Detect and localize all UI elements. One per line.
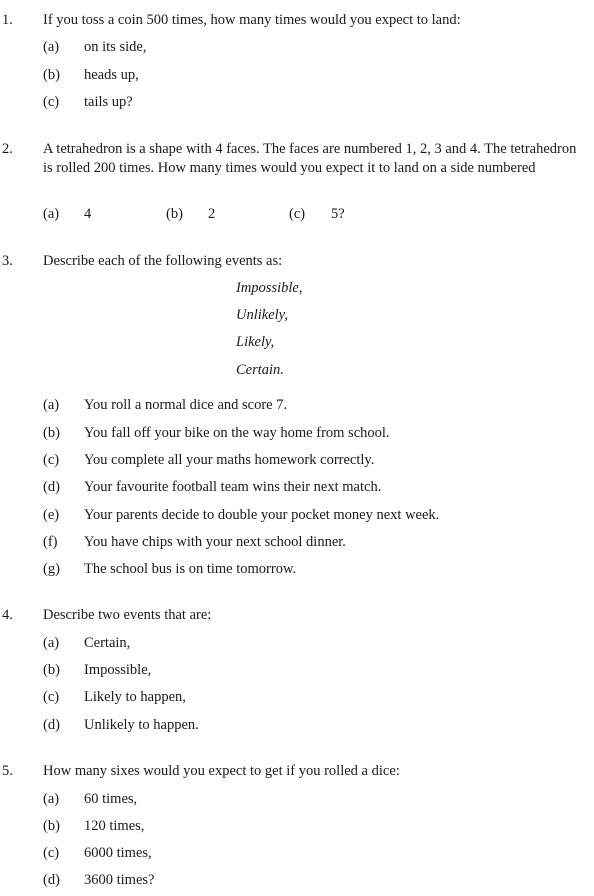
part-label: (a) [43,39,60,55]
part-text: The school bus is on time tomorrow. [84,561,297,577]
part-label: (a) [43,206,60,222]
question-text: Describe two events that are: [43,607,212,623]
part-label: (d) [43,872,60,888]
part-label: (e) [43,507,60,523]
part-label: (d) [43,717,60,733]
part-text: tails up? [84,94,133,110]
part-text: Unlikely to happen. [84,717,199,733]
part-text: You complete all your maths homework correctly. [84,452,375,468]
part-label: (a) [43,397,60,413]
part-label: (d) [43,479,60,495]
part-text: You have chips with your next school dinner. [84,534,346,550]
part-text: Your parents decide to double your pocket money next week. [84,507,440,523]
part-text: You roll a normal dice and score 7. [84,397,288,413]
part-text: 4 [84,206,92,222]
question-number: 1. [2,12,13,28]
part-label: (b) [43,662,60,678]
part-text: Certain, [84,635,131,651]
part-label: (c) [43,845,60,861]
part-text: Likely to happen, [84,689,186,705]
part-text: Your favourite football team wins their next match. [84,479,382,495]
question-text: Describe each of the following events as: [43,253,283,269]
part-label: (f) [43,534,58,550]
part-label: (a) [43,635,60,651]
question-number: 5. [2,763,13,779]
question-text: How many sixes would you expect to get if you rolled a dice: [43,763,400,779]
part-text: 6000 times, [84,845,152,861]
part-text: You fall off your bike on the way home from school. [84,425,390,441]
part-text: heads up, [84,67,139,83]
part-label: (b) [43,425,60,441]
part-label: (b) [43,67,60,83]
part-label: (c) [43,689,60,705]
option-impossible: Impossible, [236,280,303,296]
part-label: (b) [43,818,60,834]
part-text: 5? [331,206,345,222]
option-certain: Certain. [236,362,284,378]
part-label: (c) [43,452,60,468]
question-text: A tetrahedron is a shape with 4 faces. The faces are numbered 1, 2, 3 and 4. The tetrahedron is rolled 200 times. How many times would you expect it to land on a side numbered [43,141,577,176]
part-label: (a) [43,791,60,807]
part-text: 120 times, [84,818,145,834]
question-text: If you toss a coin 500 times, how many times would you expect to land: [43,12,461,28]
part-text: 3600 times? [84,872,155,888]
part-label: (c) [43,94,60,110]
part-text: 2 [208,206,216,222]
part-text: 60 times, [84,791,138,807]
part-label: (c) [289,206,306,222]
question-number: 4. [2,607,13,623]
part-text: Impossible, [84,662,152,678]
question-number: 3. [2,253,13,269]
part-text: on its side, [84,39,147,55]
question-number: 2. [2,141,13,157]
option-likely: Likely, [236,334,275,350]
option-unlikely: Unlikely, [236,307,288,323]
part-label: (b) [166,206,183,222]
part-label: (g) [43,561,60,577]
